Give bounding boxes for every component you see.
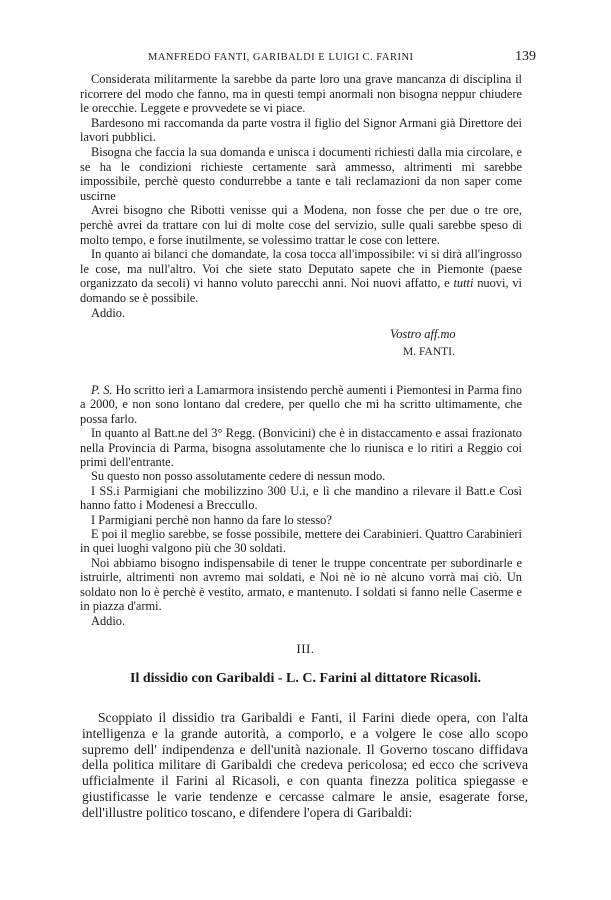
ps-paragraph: I SS.i Parmigiani che mobilizzino 300 U.i, e lì che mandino a rilevare il Batt.e Così hanno fatto i Modenesi a Breccullo. xyxy=(80,483,522,513)
ps-text: Ho scritto ieri a Lamarmora insistendo perchè aumenti i Piemontesi in Parma fino a 2000, e non sono lontano dal credere, per quello che mi ha scritto ultimamente, che possa farlo. xyxy=(80,383,523,426)
body-paragraph: Scoppiato il dissidio tra Garibaldi e Fanti, il Farini diede opera, con l'alta intelligenza e la grande autorità, a comporlo, e a volgere le cose allo scopo supremo dell' indipendenza e dell'unità nazionale. Il Governo toscano diffidava della politica militare di Garibaldi che credeva pericolosa; ed ecco che scriveva ufficialmente il Farini al Ricasoli, e con quanta finezza politica spiegasse e giustificasse le varie tendenze e cercasse calmare le ansie, esagerate forse, dell'illustre politico toscano, e difendere l'opera di Garibaldi: xyxy=(82,710,528,820)
letter-text: In quanto ai bilanci che domandate, la cosa tocca all'impossibile: vi si dirà all'ingrosso le cose, ma null'altro. Voi che siete stato Deputato sapete che in Piemonte (paese organizzato da secoli) vi hanno voluto parecchi anni. Noi nuovi affatto, e xyxy=(80,247,522,291)
section-number: III. xyxy=(296,641,315,656)
letter-paragraph: Avrei bisogno che Ribotti venisse qui a Modena, non fosse che per due o tre ore, perchè avrei da trattare con lui di molte cose del servizio, sulle quali sarebbe speso di molto tempo, e forse inutilmente, se volessimo trattar le cose con lettere. xyxy=(80,203,522,247)
ps-paragraph: I Parmigiani perchè non hanno da fare lo stesso? xyxy=(91,512,332,527)
letter-text: nuovi, vi domando se è possibile. xyxy=(80,276,522,305)
ps-paragraph: Noi abbiamo bisogno indispensabile di tener le truppe concentrate per subordinarle e istruirle, altrimenti non avremo mai soldati, e Noi nè io nè alcuno vorrà mai ciò. Un soldato non lo è perchè è vestito, armato, e mantenuto. I soldati si fanno nelle Caserme e in piazza d'armi. xyxy=(80,555,522,614)
ps-paragraph xyxy=(80,383,522,426)
letter-paragraph: Addio. xyxy=(91,305,126,320)
ps-paragraph: E poi il meglio sarebbe, se fosse possibile, mettere dei Carabinieri. Quattro Carabinieri in quei luoghi valgono più che 30 soldati. xyxy=(80,527,522,556)
emphasis-word: tutti xyxy=(453,276,474,291)
ps-paragraph: Su questo non posso assolutamente cedere di nessun modo. xyxy=(91,469,386,484)
page-number: 139 xyxy=(515,49,536,64)
letter-paragraph: Considerata militarmente la sarebbe da parte loro una grave mancanza di disciplina il ricorrere del modo che fanno, ma in questi tempi anormali non bisogna neppur chiudere le orecchie. Leggete e provvedete se vi piace. xyxy=(80,72,522,116)
letter-closing: Vostro aff.mo xyxy=(390,327,456,341)
letter-paragraph: Bardesono mi raccomanda da parte vostra il figlio del Signor Armani già Direttore dei lavori pubblici. xyxy=(80,115,522,145)
letter-paragraph: Bisogna che faccia la sua domanda e unisca i documenti richiesti dalla mia circolare, e se ha le condizioni richieste certamente sarà ammesso, altrimenti mi sarebbe impossibile, perchè questo condurrebbe a tante e tali reclamazioni da non saper come uscirne xyxy=(80,144,522,203)
postscript xyxy=(80,383,522,628)
running-head-title: MANFREDO FANTI, GARIBALDI E LUIGI C. FARINI xyxy=(148,52,414,63)
letter-signature: M. FANTI. xyxy=(403,346,455,358)
section-body xyxy=(82,710,528,821)
ps-paragraph: Addio. xyxy=(91,613,126,628)
letter-paragraph xyxy=(80,247,522,305)
ps-paragraph: In quanto al Batt.ne del 3° Regg. (Bonvicini) che è in distaccamento e assai frazionato nella Provincia di Parma, bisogna assolutamente che lo riunisca e lo ritiri a Reggio coi primi dell'entrante. xyxy=(80,426,522,470)
letter-body xyxy=(80,72,522,320)
section-title: Il dissidio con Garibaldi - L. C. Farini al dittatore Ricasoli. xyxy=(130,671,481,686)
ps-label: P. S. xyxy=(91,383,113,397)
